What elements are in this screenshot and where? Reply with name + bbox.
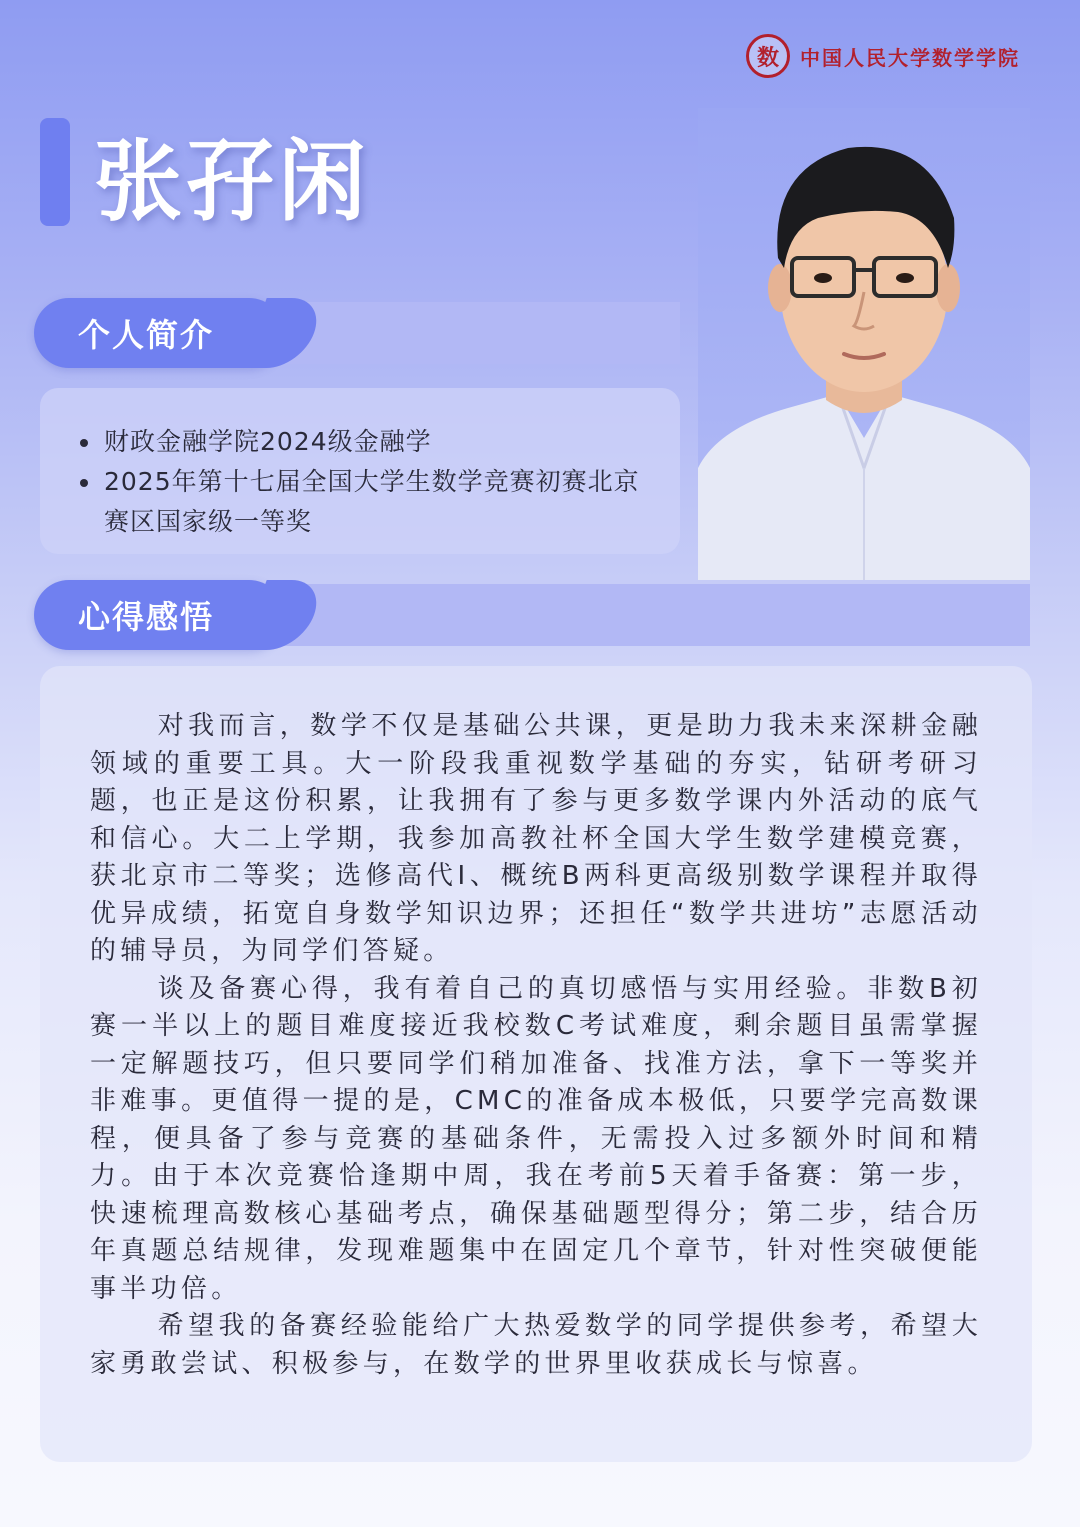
school-seal-icon: 数 [746, 34, 790, 78]
essay-card [40, 666, 1032, 1462]
intro-title-text: 个人简介 [78, 316, 215, 354]
intro-item: 财政金融学院2024级金融学 [80, 422, 660, 462]
essay-title [34, 580, 284, 650]
student-name: 张孖闲 [94, 130, 371, 233]
intro-item: 2025年第十七届全国大学生数学竞赛初赛北京赛区国家级一等奖 [80, 462, 664, 542]
essay-header-strip [234, 584, 1030, 646]
intro-list [80, 422, 660, 542]
student-portrait-photo [698, 108, 1030, 580]
school-name: 中国人民大学数学学院 [800, 45, 1020, 70]
essay-paragraph: 对我而言，数学不仅是基础公共课，更是助力我未来深耕金融领域的重要工具。大一阶段我重视数学基础的夯实，钻研考研习题，也正是这份积累，让我拥有了参与更多数学课内外活动的底气和信心。大二上学期，我参加高教社杯全国大学生数学建模竞赛，获北京市二等奖；选修高代I、概统B两科更高级别数学课程并取得优异成绩，拓宽自身数学知识边界；还担任“数学共进坊”志愿活动的辅导员，为同学们答疑。 [90, 711, 982, 966]
essay-body [90, 708, 982, 1383]
intro-title [34, 298, 284, 368]
intro-section-header [34, 298, 680, 368]
essay-title-text: 心得感悟 [78, 598, 215, 636]
essay-paragraph: 谈及备赛心得，我有着自己的真切感悟与实用经验。非数B初赛一半以上的题目难度接近我校数C考试难度，剩余题目虽需掌握一定解题技巧，但只要同学们稍加准备、找准方法，拿下一等奖并非难事。更值得一提的是，CMC的准备成本极低，只要学完高数课程，便具备了参与竞赛的基础条件，无需投入过多额外时间和精力。由于本次竞赛恰逢期中周，我在考前5天着手备赛：第一步，快速梳理高数核心基础考点，确保基础题型得分；第二步，结合历年真题总结规律，发现难题集中在固定几个章节，针对性突破便能事半功倍。 [90, 973, 982, 1304]
name-accent-bar [40, 118, 70, 226]
essay-paragraph: 希望我的备赛经验能给广大热爱数学的同学提供参考，希望大家勇敢尝试、积极参与，在数学的世界里收获成长与惊喜。 [90, 1311, 982, 1379]
intro-card [40, 388, 680, 554]
portrait-illustration [698, 108, 1030, 580]
essay-section-header [34, 580, 1030, 650]
school-logo [746, 34, 1020, 78]
